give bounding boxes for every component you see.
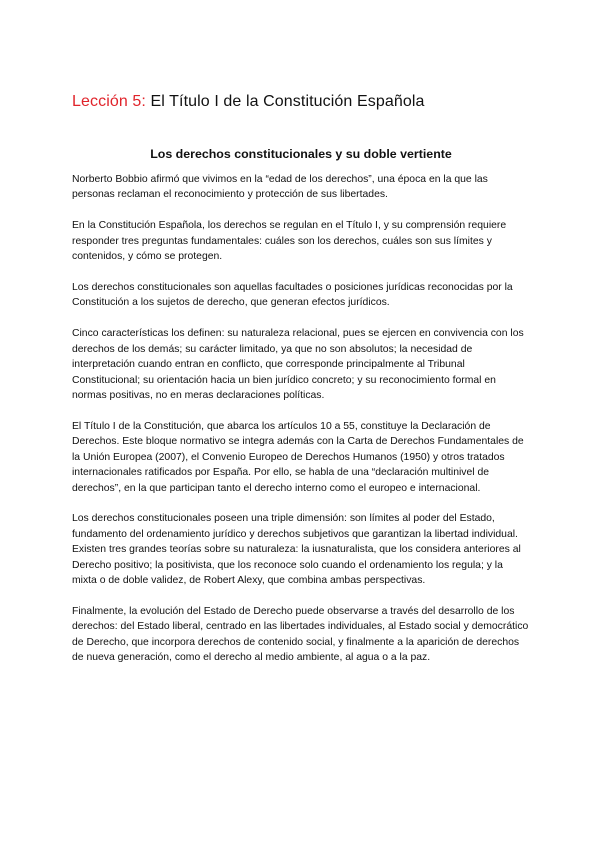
paragraph-5: El Título I de la Constitución, que abarca los artículos 10 a 55, constituye la Declaración de Derechos. Este bloque normativo se integra además con la Carta de Derechos Fundamentales de la Unión Europea (2007), el Convenio Europeo de Derechos Humanos (1950) y otros tratados internacionales ratificados por España. Por ello, se habla de una “declaración multinivel de derechos”, en la que participan tanto el derecho interno como el europeo e internacional. xyxy=(72,420,524,494)
paragraph-4: Cinco características los definen: su naturaleza relacional, pues se ejercen en convivencia con los derechos de los demás; su carácter limitado, ya que no son absolutos; la necesidad de interpretación cuando entran en conflicto, que corresponde principalmente al Tribunal Constitucional; su orientación hacia un bien jurídico concreto; y su reconocimiento formal en normas positivas, no en meras declaraciones políticas. xyxy=(72,328,524,401)
paragraph-7: Finalmente, la evolución del Estado de Derecho puede observarse a través del desarrollo de los derechos: del Estado liberal, centrado en las libertades individuales, al Estado social y democrático de Derecho, que incorpora derechos de contenido social, y finalmente a la aparición de derechos de nueva generación, como el derecho al medio ambiente, al agua o a la paz. xyxy=(72,605,529,664)
paragraph-6: Los derechos constitucionales poseen una triple dimensión: son límites al poder del Estado, fundamento del ordenamiento jurídico y derechos subjetivos que garantizan la libertad individual. Existen tres grandes teorías sobre su naturaleza: la iusnaturalista, que los considera anteriores al Derecho positivo; la positivista, que los reconoce solo cuando el ordenamiento los regula; y la mixta o de doble validez, de Robert Alexy, que combina ambas perspectivas. xyxy=(72,513,521,587)
paragraph-2: En la Constitución Española, los derechos se regulan en el Título I, y su comprensión requiere responder tres preguntas fundamentales: cuáles son los derechos, cuáles son sus límites y contenidos, y cómo se protegen. xyxy=(72,220,507,263)
paragraph-3: Los derechos constitucionales son aquellas facultades o posiciones jurídicas reconocidas por la Constitución a los sujetos de derecho, que generan efectos jurídicos. xyxy=(72,282,513,309)
section-subtitle: Los derechos constitucionales y su doble vertiente xyxy=(150,147,452,161)
page-title xyxy=(72,92,542,112)
title-text: El Título I de la Constitución Española xyxy=(145,93,425,110)
lesson-label: Lección 5: xyxy=(72,93,146,110)
document-body xyxy=(72,172,530,681)
paragraph-1: Norberto Bobbio afirmó que vivimos en la “edad de los derechos”, una época en la que las personas reclaman el reconocimiento y protección de sus libertades. xyxy=(72,174,488,201)
